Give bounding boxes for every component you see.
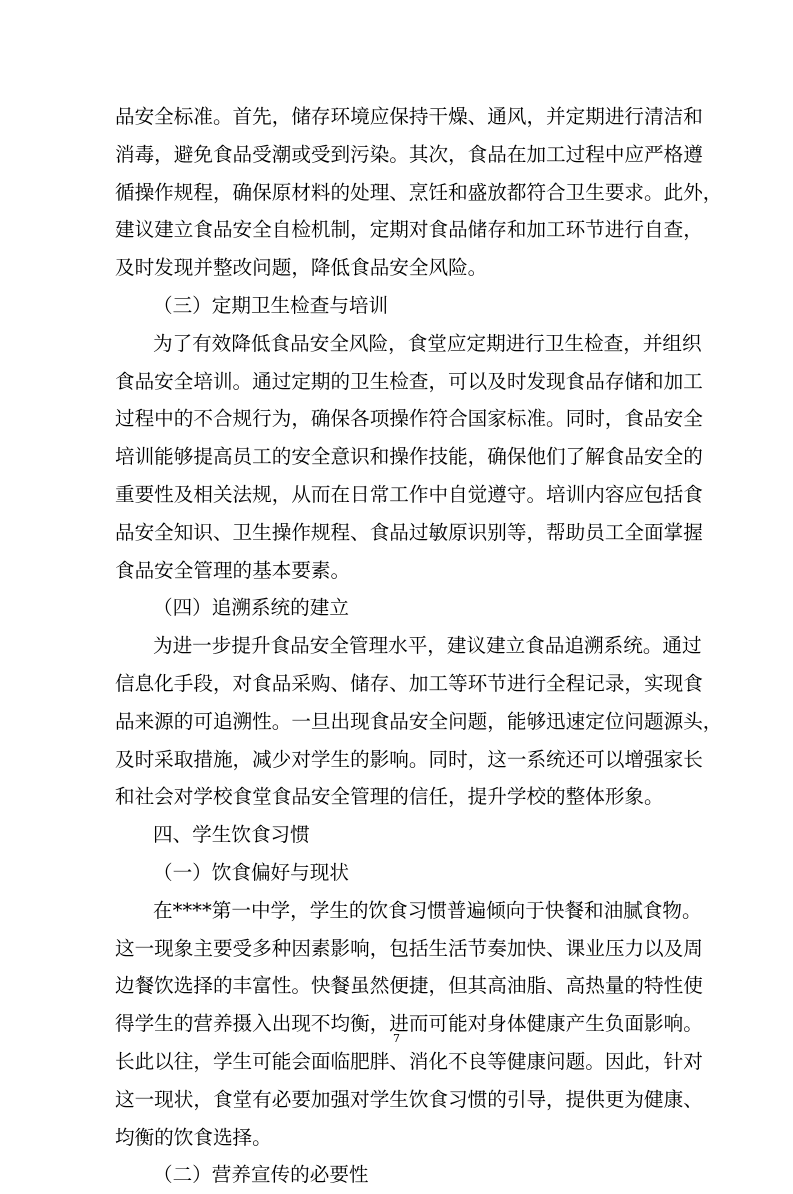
chapter-heading: 四、学生饮食习惯 [153,823,310,847]
text-line: 品安全知识、卫生操作规程、食品过敏原识别等，帮助员工全面掌握 [115,520,703,544]
document-body [115,98,723,1194]
section-heading: （二）营养宣传的必要性 [153,1163,369,1187]
page-number: 7 [393,1032,400,1045]
text-line: 培训能够提高员工的安全意识和操作技能，确保他们了解食品安全的 [115,445,703,469]
text-line: 食品安全管理的基本要素。 [115,558,351,582]
text-line: 边餐饮选择的丰富性。快餐虽然便捷，但其高油脂、高热量的特性使 [115,974,703,998]
text-line: 在****第一中学，学生的饮食习惯普遍倾向于快餐和油腻食物。 [153,898,702,922]
text-line: 食品安全培训。通过定期的卫生检查，可以及时发现食品存储和加工 [115,369,703,393]
text-line: 及时采取措施，减少对学生的影响。同时，这一系统还可以增强家长 [115,747,703,771]
section-heading: （一）饮食偏好与现状 [153,860,349,884]
section-heading: （三）定期卫生检查与培训 [153,293,389,317]
text-line: 为进一步提升食品安全管理水平，建议建立食品追溯系统。通过 [153,634,702,658]
text-line: 得学生的营养摄入出现不均衡，进而可能对身体健康产生负面影响。 [115,1012,703,1036]
text-line: 和社会对学校食堂食品安全管理的信任，提升学校的整体形象。 [115,785,664,809]
text-line: 品来源的可追溯性。一旦出现食品安全问题，能够迅速定位问题源头， [115,709,723,733]
text-line: 建议建立食品安全自检机制，定期对食品储存和加工环节进行自查， [115,218,703,242]
text-line: 这一现状，食堂有必要加强对学生饮食习惯的引导，提供更为健康、 [115,1087,703,1111]
text-line: 过程中的不合规行为，确保各项操作符合国家标准。同时，食品安全 [115,407,703,431]
text-line: 消毒，避免食品受潮或受到污染。其次，食品在加工过程中应严格遵 [115,142,703,166]
text-line: 及时发现并整改问题，降低食品安全风险。 [115,256,488,280]
text-line: 长此以往，学生可能会面临肥胖、消化不良等健康问题。因此，针对 [115,1049,703,1073]
text-line: 为了有效降低食品安全风险，食堂应定期进行卫生检查，并组织 [153,331,702,355]
text-line: 这一现象主要受多种因素影响，包括生活节奏加快、课业压力以及周 [115,936,703,960]
text-line: 均衡的饮食选择。 [115,1125,272,1149]
section-heading: （四）追溯系统的建立 [153,596,349,620]
text-line: 重要性及相关法规，从而在日常工作中自觉遵守。培训内容应包括食 [115,482,703,506]
text-line: 信息化手段，对食品采购、储存、加工等环节进行全程记录，实现食 [115,671,703,695]
text-line: 品安全标准。首先，储存环境应保持干燥、通风，并定期进行清洁和 [115,105,703,128]
text-line: 循操作规程，确保原材料的处理、烹饪和盛放都符合卫生要求。此外， [115,180,723,204]
